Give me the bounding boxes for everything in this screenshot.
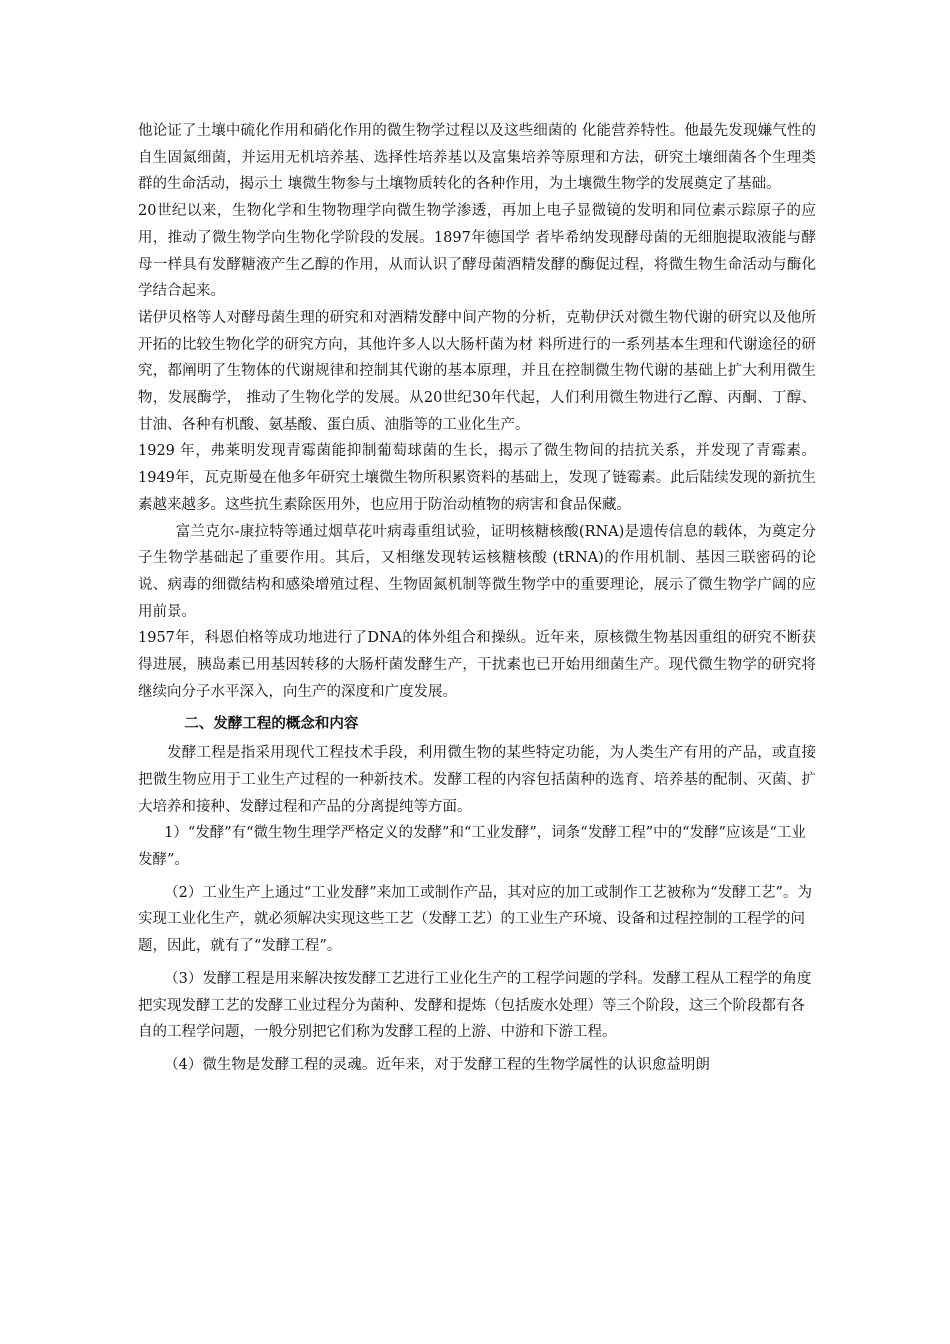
paragraph-molecular-biology: 富兰克尔-康拉特等通过烟草花叶病毒重组试验，证明核糖核酸(RNA)是遗传信息的载体，为奠定分子生物学基础起了重要作用。其后，又相继发现转运核糖核酸 (tRNA)的作用机制、基因三联密码的论说、病毒的细微结构和感染增殖过程、生物固氮机制等微生物学中的重要理论，展示了微生物学广阔的应用前景。: [138, 523, 816, 620]
paragraph-20th-century: 20世纪以来，生物化学和生物物理学向微生物学渗透，再加上电子显微镜的发明和同位素示踪原子的应用，推动了微生物学向生物化学阶段的发展。1897年德国学 者毕希纳发现酵母菌的无细胞提取液能与酵母一样具有发酵糖液产生乙醇的作用，从而认识了酵母菌酒精发酵的酶促过程，将微生物生命活动与酶化学结合起来。: [138, 203, 816, 300]
section-heading: 二、发酵工程的概念和内容: [184, 716, 359, 733]
list-item-1: 1）“发酵”有“微生物生理学严格定义的发酵”和“工业发酵”，词条“发酵工程”中的“发酵”应该是“工业发酵”。: [138, 825, 806, 868]
paragraph-antibiotics: 1929 年，弗莱明发现青霉菌能抑制葡萄球菌的生长，揭示了微生物间的拮抗关系，并发现了青霉素。1949年，瓦克斯曼在他多年研究土壤微生物所积累资料的基础上，发现了链霉素。此后陆续发现的新抗生素越来越多。这些抗生素除医用外，也应用于防治动植物的病害和食品保藏。: [138, 443, 816, 513]
list-item-2: （2）工业生产上通过“工业发酵”来加工或制作产品，其对应的加工或制作工艺被称为“发酵工艺”。为实现工业化生产，就必须解决实现这些工艺（发酵工艺）的工业生产环境、设备和过程控制的工程学的问题，因此，就有了“发酵工程”。: [138, 884, 812, 955]
list-item-3: （3）发酵工程是用来解决按发酵工艺进行工业化生产的工程学问题的学科。发酵工程从工程学的角度把实现发酵工艺的发酵工业过程分为菌种、发酵和提炼（包括废水处理）等三个阶段，这三个阶段都有各自的工程学问题，一般分别把它们称为发酵工程的上游、中游和下游工程。: [138, 970, 812, 1041]
paragraph-yeast-metabolism: 诺伊贝格等人对酵母菌生理的研究和对酒精发酵中间产物的分析，克勒伊沃对微生物代谢的研究以及他所开拓的比较生物化学的研究方向，其他许多人以大肠杆菌为材 料所进行的一系列基本生理和代谢途径的研究，都阐明了生物体的代谢规律和控制其代谢的基本原理，并且在控制微生物代谢的基础上扩大利用微生物，发展酶学， 推动了生物化学的发展。从20世纪30年代起，人们利用微生物进行乙醇、丙酮、丁醇、甘油、各种有机酸、氨基酸、蛋白质、油脂等的工业化生产。: [138, 309, 816, 433]
paragraph-soil-microbiology: 他论证了土壤中硫化作用和硝化作用的微生物学过程以及这些细菌的 化能营养特性。他最先发现嫌气性的自生固氮细菌，并运用无机培养基、选择性培养基以及富集培养等原理和方法，研究土壤细菌各个生理类群的生命活动，揭示土 壤微生物参与土壤物质转化的各种作用，为土壤微生物学的发展奠定了基础。: [138, 123, 816, 193]
paragraph-fermentation-intro: 发酵工程是指采用现代工程技术手段，利用微生物的某些特定功能，为人类生产有用的产品，或直接把微生物应用于工业生产过程的一种新技术。发酵工程的内容包括菌种的选育、培养基的配制、灭菌、扩大培养和接种、发酵过程和产品的分离提纯等方面。: [138, 745, 816, 815]
paragraph-dna-recombination: 1957年，科恩伯格等成功地进行了DNA的体外组合和操纵。近年来，原核微生物基因重组的研究不断获得进展，胰岛素已用基因转移的大肠杆菌发酵生产，干扰素也已开始用细菌生产。现代微生物学的研究将继续向分子水平深入，向生产的深度和广度发展。: [138, 630, 816, 700]
list-item-4: （4）微生物是发酵工程的灵魂。近年来，对于发酵工程的生物学属性的认识愈益明朗: [164, 1056, 710, 1073]
document-page: [138, 118, 816, 1079]
